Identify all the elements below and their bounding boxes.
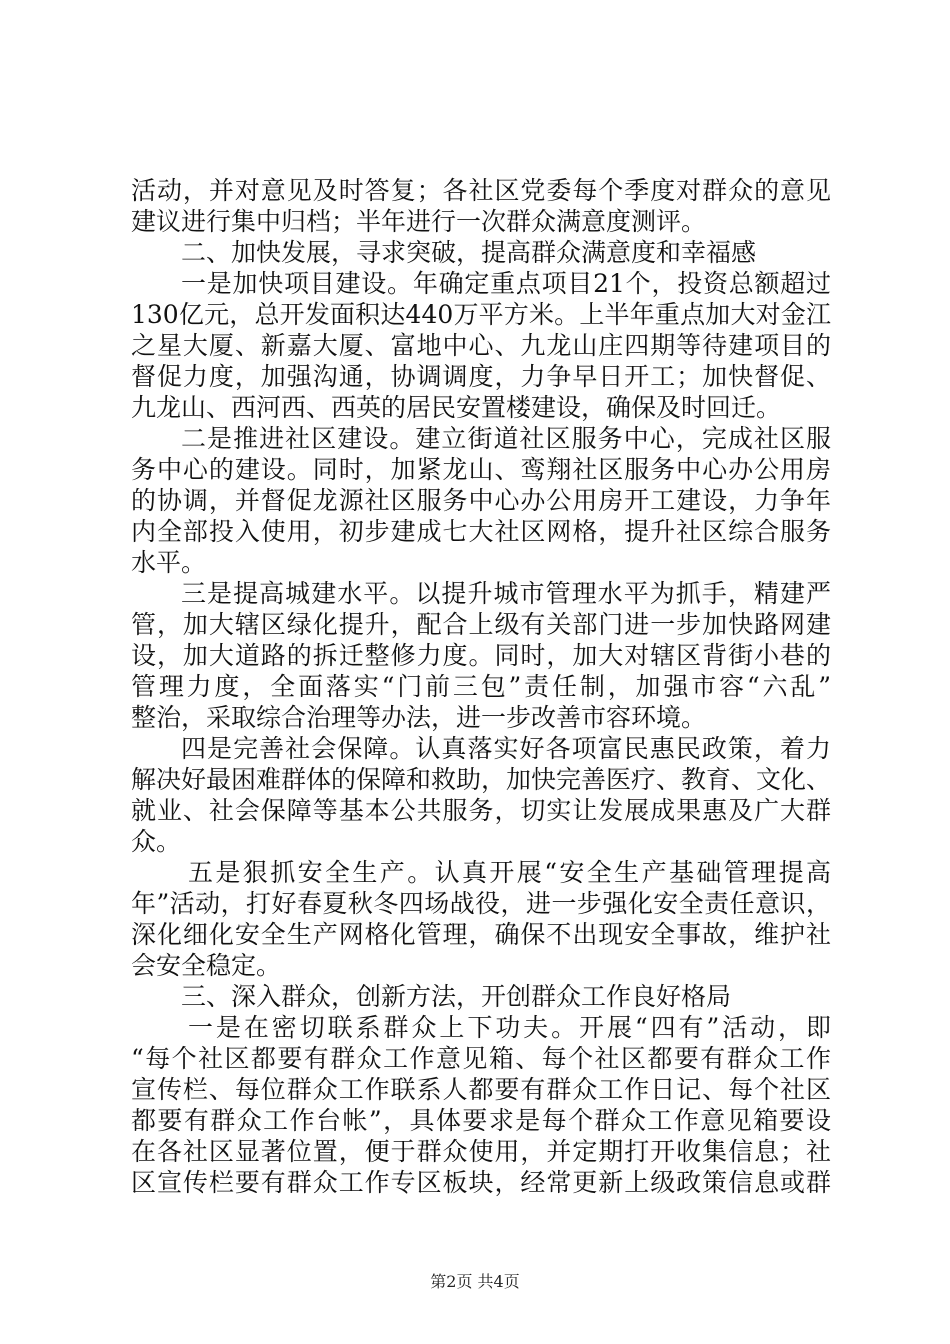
text-line: 一是在密切联系群众上下功夫。开展“四有”活动，即 [188,1013,831,1042]
text-line: 都要有群众工作台帐”，具体要求是每个群众工作意见箱要设 [131,1106,831,1135]
text-line: 九龙山、西河西、西英的居民安置楼建设，确保及时回迁。 [131,393,782,422]
text-line: 水平。 [131,548,207,577]
text-line: 务中心的建设。同时，加紧龙山、鸾翔社区服务中心办公用房 [131,455,831,484]
text-line: 活动，并对意见及时答复；各社区党委每个季度对群众的意见 [131,176,831,205]
text-line: 的协调，并督促龙源社区服务中心办公用房开工建设，力争年 [131,486,831,515]
text-line: 年”活动，打好春夏秋冬四场战役，进一步强化安全责任意识， [131,889,831,918]
document-body [131,175,831,1198]
text-line: 130亿元，总开发面积达440万平方米。上半年重点加大对金江 [131,300,831,329]
text-line: 解决好最困难群体的保障和救助，加快完善医疗、教育、文化、 [131,765,832,794]
text-line: 四是完善社会保障。认真落实好各项富民惠民政策，着力 [181,734,831,763]
text-line: 整治，采取综合治理等办法，进一步改善市容环境。 [131,703,707,732]
text-line: 二是推进社区建设。建立街道社区服务中心，完成社区服 [181,424,831,453]
text-line: 二、加快发展，寻求突破，提高群众满意度和幸福感 [181,238,757,267]
text-line: 管，加大辖区绿化提升，配合上级有关部门进一步加快路网建 [131,610,831,639]
text-line: 督促力度，加强沟通，协调调度，力争早日开工；加快督促、 [131,362,831,391]
text-line: 设，加大道路的拆迁整修力度。同时，加大对辖区背街小巷的 [131,641,831,670]
text-line: “每个社区都要有群众工作意见箱、每个社区都要有群众工作 [131,1044,831,1073]
text-line: 一是加快项目建设。年确定重点项目21个，投资总额超过 [181,269,831,298]
text-line: 三是提高城建水平。以提升城市管理水平为抓手，精建严 [181,579,831,608]
page-footer: 第2页 共4页 [430,1272,520,1291]
text-line: 管理力度，全面落实“门前三包”责任制，加强市容“六乱” [131,672,831,701]
text-line: 会安全稳定。 [131,951,282,980]
text-line: 在各社区显著位置，便于群众使用，并定期打开收集信息；社 [131,1137,831,1166]
text-line: 之星大厦、新嘉大厦、富地中心、九龙山庄四期等待建项目的 [131,331,831,360]
text-line: 宣传栏、每位群众工作联系人都要有群众工作日记、每个社区 [131,1075,831,1104]
text-line: 就业、社会保障等基本公共服务，切实让发展成果惠及广大群 [131,796,831,825]
text-line: 内全部投入使用，初步建成七大社区网格，提升社区综合服务 [131,517,831,546]
text-line: 区宣传栏要有群众工作专区板块，经常更新上级政策信息或群 [131,1168,831,1197]
text-line: 深化细化安全生产网格化管理，确保不出现安全事故，维护社 [131,920,831,949]
text-line: 建议进行集中归档；半年进行一次群众满意度测评。 [131,207,707,236]
text-line: 五是狠抓安全生产。认真开展“安全生产基础管理提高 [188,858,831,887]
text-line: 三、深入群众，创新方法，开创群众工作良好格局 [181,982,732,1011]
text-line: 众。 [131,827,182,856]
